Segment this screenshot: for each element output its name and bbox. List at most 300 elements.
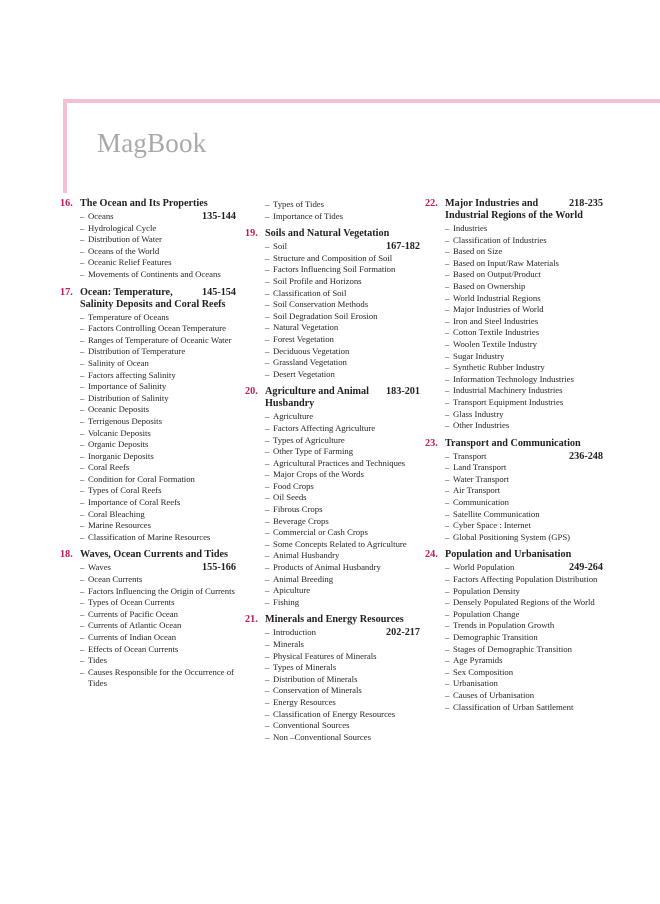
dash-bullet: –: [445, 678, 450, 689]
chapter-title[interactable]: [60, 198, 236, 210]
topic-item[interactable]: [425, 223, 603, 235]
topic-item[interactable]: [60, 211, 236, 223]
topic-item[interactable]: [245, 458, 420, 470]
topic-item[interactable]: [245, 241, 420, 253]
topic-item[interactable]: [245, 276, 420, 288]
topic-text: Energy Resources: [273, 696, 336, 707]
topic-text: Forest Vegetation: [273, 333, 334, 344]
topic-item[interactable]: [425, 509, 603, 521]
topic-text: Minerals: [273, 639, 304, 649]
topic-item[interactable]: [425, 397, 603, 409]
topic-text: Desert Vegetation: [273, 368, 335, 379]
chapter-number: 20.: [245, 386, 258, 398]
topic-item[interactable]: [245, 288, 420, 300]
brand-title: MagBook: [97, 128, 207, 158]
topic-item[interactable]: [60, 335, 236, 347]
dash-bullet: –: [265, 492, 270, 503]
dash-bullet: –: [265, 310, 270, 321]
topic-text: Some Concepts Related to Agriculture: [273, 538, 407, 549]
topic-list: [425, 451, 603, 544]
dash-bullet: –: [265, 422, 270, 433]
topic-item[interactable]: [425, 532, 603, 544]
topic-text: Fishing: [273, 596, 300, 607]
dash-bullet: –: [445, 632, 450, 642]
chapter-number: 24.: [425, 549, 438, 561]
dash-bullet: –: [80, 323, 85, 334]
dash-bullet: –: [445, 223, 450, 233]
topic-item[interactable]: [425, 246, 603, 258]
topic-item[interactable]: [60, 509, 236, 521]
topic-item[interactable]: [245, 639, 420, 651]
chapter-title-text: Minerals and Energy Resources: [265, 614, 404, 626]
dash-bullet: –: [80, 508, 85, 519]
topic-text: Currents of Indian Ocean: [88, 632, 177, 642]
dash-bullet: –: [445, 396, 450, 407]
chapter-title[interactable]: [425, 549, 603, 561]
topic-item[interactable]: [60, 358, 236, 370]
topic-item[interactable]: [245, 299, 420, 311]
topic-item[interactable]: [245, 446, 420, 458]
dash-bullet: –: [80, 369, 85, 380]
dash-bullet: –: [265, 480, 270, 491]
dash-bullet: –: [80, 404, 85, 415]
topic-item[interactable]: [425, 620, 603, 632]
dash-bullet: –: [265, 527, 270, 538]
dash-bullet: –: [265, 685, 270, 696]
dash-bullet: –: [265, 585, 270, 596]
dash-bullet: –: [445, 643, 450, 654]
topic-item[interactable]: [245, 346, 420, 358]
topic-item[interactable]: [245, 481, 420, 493]
topic-item[interactable]: [60, 620, 236, 632]
topic-item[interactable]: [425, 485, 603, 497]
topic-text: Physical Features of Minerals: [273, 650, 377, 661]
dash-bullet: –: [445, 508, 450, 519]
topic-item[interactable]: [425, 385, 603, 397]
topic-item[interactable]: [245, 732, 420, 744]
dash-bullet: –: [80, 357, 85, 368]
chapter-title[interactable]: [425, 198, 603, 222]
dash-bullet: –: [445, 420, 450, 431]
topic-item[interactable]: [245, 504, 420, 516]
topic-item[interactable]: [245, 211, 420, 223]
topic-item[interactable]: [245, 697, 420, 709]
topic-item[interactable]: [245, 253, 420, 265]
topic-text: Movements of Continents and Oceans: [88, 268, 221, 279]
topic-item[interactable]: [60, 597, 236, 609]
topic-text: Types of Agriculture: [273, 434, 345, 445]
dash-bullet: –: [80, 655, 85, 666]
topic-item[interactable]: [60, 667, 236, 690]
topic-text: Introduction: [273, 627, 316, 638]
dash-bullet: –: [265, 264, 270, 275]
topic-item[interactable]: [425, 597, 603, 609]
dash-bullet: –: [80, 427, 85, 438]
topic-item[interactable]: [425, 316, 603, 328]
topic-text: Cyber Space : Internet: [453, 520, 531, 531]
topic-text: Synthetic Rubber Industry: [453, 362, 545, 373]
chapter-entry: [425, 438, 603, 544]
topic-item[interactable]: [60, 323, 236, 335]
topic-text: Effects of Ocean Currents: [88, 643, 179, 654]
topic-item[interactable]: [425, 258, 603, 270]
topic-text: Factors Influencing the Origin of Currents: [88, 585, 235, 596]
topic-pages: 167-182: [386, 241, 420, 253]
dash-bullet: –: [265, 650, 270, 661]
topic-item[interactable]: [425, 304, 603, 316]
topic-item[interactable]: [425, 702, 603, 714]
topic-item[interactable]: [245, 627, 420, 639]
topic-text: Woolen Textile Industry: [453, 338, 537, 349]
chapter-title[interactable]: [245, 228, 420, 240]
topic-item[interactable]: [425, 655, 603, 667]
topic-item[interactable]: [60, 451, 236, 463]
topic-text: Oil Seeds: [273, 492, 307, 503]
topic-item[interactable]: [60, 269, 236, 281]
dash-bullet: –: [80, 643, 85, 654]
dash-bullet: –: [80, 531, 85, 542]
topic-text: Non –Conventional Sources: [273, 731, 371, 742]
dash-bullet: –: [265, 731, 270, 742]
topic-item[interactable]: [425, 339, 603, 351]
topic-text: Oceans: [88, 211, 114, 221]
topic-text: Iron and Steel Industries: [453, 315, 539, 326]
dash-bullet: –: [265, 720, 270, 731]
topic-pages: 135-144: [202, 211, 236, 222]
dash-bullet: –: [80, 666, 85, 677]
dash-bullet: –: [80, 620, 85, 631]
topic-text: Terrigenous Deposits: [88, 415, 162, 426]
dash-bullet: –: [445, 304, 450, 315]
topic-text: Types of Tides: [273, 199, 325, 209]
topic-text: Animal Breeding: [273, 573, 334, 584]
topic-text: Natural Vegetation: [273, 322, 339, 333]
topic-text: Classification of Urban Sattlement: [453, 701, 574, 712]
topic-item[interactable]: [245, 562, 420, 574]
topic-item[interactable]: [60, 312, 236, 324]
topic-item[interactable]: [425, 409, 603, 421]
topic-item[interactable]: [60, 474, 236, 486]
topic-text: Soil Degradation Soil Erosion: [273, 310, 378, 321]
dash-bullet: –: [445, 292, 450, 303]
topic-text: Soil: [273, 241, 288, 252]
topic-item[interactable]: [245, 334, 420, 346]
dash-bullet: –: [80, 311, 85, 322]
dash-bullet: –: [445, 531, 450, 542]
topic-item[interactable]: [60, 257, 236, 269]
topic-item[interactable]: [245, 597, 420, 609]
dash-bullet: –: [445, 485, 450, 496]
topic-item[interactable]: [245, 516, 420, 528]
topic-item[interactable]: [425, 351, 603, 363]
dash-bullet: –: [445, 666, 450, 677]
topic-item[interactable]: [425, 420, 603, 432]
chapter-number: 17.: [60, 286, 73, 298]
chapter-number: 21.: [245, 614, 258, 626]
topic-text: Sugar Industry: [453, 350, 505, 361]
chapter-entry: [245, 199, 420, 222]
chapter-title[interactable]: [60, 549, 236, 561]
topic-text: Soil Conservation Methods: [273, 299, 369, 310]
dash-bullet: –: [265, 550, 270, 561]
topic-item[interactable]: [425, 690, 603, 702]
topic-text: Coral Bleaching: [88, 508, 145, 519]
topic-text: Transport: [453, 450, 487, 461]
topic-item[interactable]: [60, 532, 236, 544]
topic-item[interactable]: [245, 662, 420, 674]
topic-pages: 249-264: [569, 562, 603, 574]
dash-bullet: –: [80, 392, 85, 403]
topic-item[interactable]: [245, 423, 420, 435]
dash-bullet: –: [265, 241, 270, 252]
topic-item[interactable]: [245, 199, 420, 211]
chapter-entry: [425, 198, 603, 432]
topic-item[interactable]: [425, 462, 603, 474]
chapter-number: 23.: [425, 437, 438, 449]
topic-item[interactable]: [60, 574, 236, 586]
topic-text: Conservation of Minerals: [273, 685, 362, 696]
topic-item[interactable]: [425, 474, 603, 486]
topic-item[interactable]: [60, 485, 236, 497]
topic-text: Hydrological Cycle: [88, 222, 157, 233]
dash-bullet: –: [80, 346, 85, 357]
topic-item[interactable]: [60, 520, 236, 532]
topic-item[interactable]: [245, 264, 420, 276]
topic-item[interactable]: [60, 381, 236, 393]
topic-item[interactable]: [60, 562, 236, 574]
header-band-left: [63, 99, 67, 193]
topic-text: Agriculture: [273, 411, 314, 422]
dash-bullet: –: [265, 696, 270, 707]
topic-text: Commercial or Cash Crops: [273, 527, 368, 538]
topic-text: Waves: [88, 562, 111, 573]
dash-bullet: –: [265, 538, 270, 549]
topic-text: Factors Affecting Agriculture: [273, 422, 376, 433]
topic-item[interactable]: [245, 322, 420, 334]
topic-item[interactable]: [245, 492, 420, 504]
chapter-title-text: Ocean: Temperature, Salinity Deposits and Coral Reefs: [80, 286, 226, 310]
topic-item[interactable]: [245, 527, 420, 539]
topic-text: Densely Populated Regions of the World: [453, 597, 595, 608]
chapter-title-text: Population and Urbanisation: [445, 549, 572, 561]
topic-item[interactable]: [425, 574, 603, 586]
dash-bullet: –: [80, 268, 85, 279]
chapter-pages: 145-154: [202, 286, 236, 298]
topic-item[interactable]: [245, 369, 420, 381]
chapter-title[interactable]: [245, 386, 420, 410]
topic-text: Volcanic Deposits: [88, 427, 151, 438]
topic-text: Classification of Energy Resources: [273, 708, 396, 719]
dash-bullet: –: [445, 655, 450, 666]
dash-bullet: –: [265, 573, 270, 584]
topic-item[interactable]: [60, 234, 236, 246]
dash-bullet: –: [80, 574, 85, 585]
dash-bullet: –: [80, 234, 85, 245]
topic-item[interactable]: [60, 370, 236, 382]
dash-bullet: –: [265, 515, 270, 526]
topic-item[interactable]: [425, 327, 603, 339]
topic-item[interactable]: [425, 362, 603, 374]
topic-item[interactable]: [245, 709, 420, 721]
topic-list: [245, 411, 420, 608]
topic-text: Stages of Demographic Transition: [453, 643, 572, 654]
topic-item[interactable]: [425, 293, 603, 305]
topic-item[interactable]: [60, 246, 236, 258]
topic-text: Importance of Tides: [273, 210, 343, 221]
topic-text: Distribution of Salinity: [88, 392, 169, 403]
dash-bullet: –: [445, 520, 450, 531]
topic-item[interactable]: [60, 644, 236, 656]
topic-item[interactable]: [60, 586, 236, 598]
topic-item[interactable]: [425, 632, 603, 644]
dash-bullet: –: [265, 434, 270, 445]
topic-text: Communication: [453, 497, 509, 508]
toc-column-1: [60, 198, 236, 696]
topic-pages: 236-248: [569, 450, 603, 462]
topic-item[interactable]: [60, 462, 236, 474]
topic-text: Information Technology Industries: [453, 373, 574, 384]
topic-text: Satellite Communication: [453, 508, 540, 519]
topic-text: Age Pyramids: [453, 655, 503, 666]
dash-bullet: –: [445, 562, 450, 573]
dash-bullet: –: [265, 357, 270, 368]
topic-text: Trends in Population Growth: [453, 620, 555, 631]
topic-text: Grassland Vegetation: [273, 357, 347, 368]
dash-bullet: –: [80, 439, 85, 450]
topic-text: Organic Deposits: [88, 439, 149, 450]
dash-bullet: –: [445, 462, 450, 473]
topic-text: Distribution of Minerals: [273, 673, 358, 684]
chapter-pages: 218-235: [569, 198, 603, 209]
topic-text: Factors Affecting Population Distribution: [453, 574, 598, 585]
topic-list: [245, 241, 420, 380]
topic-item[interactable]: [425, 667, 603, 679]
topic-text: World Industrial Regions: [453, 292, 541, 303]
topic-text: Types of Ocean Currents: [88, 597, 175, 608]
chapter-number: 16.: [60, 198, 73, 209]
chapter-pages: 183-201: [386, 386, 420, 398]
dash-bullet: –: [445, 408, 450, 419]
topic-text: Water Transport: [453, 473, 510, 484]
topic-text: Industries: [453, 223, 488, 233]
chapter-number: 22.: [425, 198, 438, 209]
dash-bullet: –: [445, 373, 450, 384]
dash-bullet: –: [265, 639, 270, 649]
toc-column-3: [425, 198, 603, 719]
topic-text: Causes Responsible for the Occurrence of Tides: [88, 666, 234, 689]
topic-item[interactable]: [60, 223, 236, 235]
dash-bullet: –: [80, 608, 85, 619]
topic-item[interactable]: [245, 357, 420, 369]
dash-bullet: –: [80, 497, 85, 508]
dash-bullet: –: [80, 245, 85, 256]
topic-item[interactable]: [425, 235, 603, 247]
dash-bullet: –: [80, 450, 85, 461]
chapter-entry: [60, 198, 236, 281]
topic-item[interactable]: [60, 632, 236, 644]
chapter-title[interactable]: [245, 614, 420, 626]
chapter-title-text: Soils and Natural Vegetation: [265, 228, 390, 240]
dash-bullet: –: [265, 299, 270, 310]
dash-bullet: –: [265, 673, 270, 684]
topic-item[interactable]: [60, 416, 236, 428]
chapter-title[interactable]: [60, 287, 236, 311]
topic-item[interactable]: [60, 428, 236, 440]
topic-item[interactable]: [60, 655, 236, 667]
topic-text: Importance of Salinity: [88, 381, 167, 392]
topic-item[interactable]: [425, 562, 603, 574]
topic-list: [60, 211, 236, 281]
dash-bullet: –: [445, 608, 450, 619]
dash-bullet: –: [80, 381, 85, 392]
topic-text: Factors Influencing Soil Formation: [273, 264, 396, 275]
topic-item[interactable]: [60, 346, 236, 358]
topic-item[interactable]: [425, 678, 603, 690]
topic-text: Products of Animal Husbandry: [273, 562, 381, 573]
topic-item[interactable]: [245, 685, 420, 697]
topic-item[interactable]: [60, 393, 236, 405]
topic-text: Major Industries of World: [453, 304, 544, 315]
topic-item[interactable]: [425, 374, 603, 386]
topic-item[interactable]: [245, 574, 420, 586]
dash-bullet: –: [445, 362, 450, 373]
topic-text: Apiculture: [273, 585, 311, 596]
chapter-title-text: Agriculture and Animal Husbandry: [265, 386, 369, 410]
chapter-entry: [245, 614, 420, 743]
topic-item[interactable]: [425, 609, 603, 621]
topic-list: [60, 312, 236, 544]
dash-bullet: –: [265, 199, 270, 209]
topic-text: Deciduous Vegetation: [273, 345, 350, 356]
topic-item[interactable]: [425, 451, 603, 463]
topic-text: Other Type of Farming: [273, 446, 354, 457]
chapter-title[interactable]: [425, 438, 603, 450]
topic-item[interactable]: [245, 720, 420, 732]
topic-item[interactable]: [60, 609, 236, 621]
topic-item[interactable]: [245, 411, 420, 423]
topic-item[interactable]: [425, 586, 603, 598]
topic-item[interactable]: [245, 550, 420, 562]
topic-text: Salinity of Ocean: [88, 357, 149, 368]
topic-item[interactable]: [425, 644, 603, 656]
topic-item[interactable]: [425, 281, 603, 293]
topic-item[interactable]: [245, 435, 420, 447]
topic-item[interactable]: [245, 539, 420, 551]
dash-bullet: –: [80, 520, 85, 531]
topic-item[interactable]: [245, 585, 420, 597]
topic-item[interactable]: [245, 674, 420, 686]
topic-item[interactable]: [245, 469, 420, 481]
topic-item[interactable]: [425, 269, 603, 281]
topic-text: Types of Minerals: [273, 662, 337, 673]
topic-item[interactable]: [425, 520, 603, 532]
topic-item[interactable]: [60, 439, 236, 451]
dash-bullet: –: [445, 689, 450, 700]
topic-text: Soil Profile and Horizons: [273, 275, 362, 286]
topic-item[interactable]: [245, 651, 420, 663]
dash-bullet: –: [445, 473, 450, 484]
topic-item[interactable]: [60, 404, 236, 416]
topic-text: Glass Industry: [453, 408, 504, 419]
topic-item[interactable]: [60, 497, 236, 509]
topic-text: Cotton Textile Industries: [453, 327, 540, 338]
topic-item[interactable]: [245, 311, 420, 323]
topic-text: Classification of Marine Resources: [88, 531, 211, 542]
dash-bullet: –: [445, 327, 450, 338]
dash-bullet: –: [445, 585, 450, 596]
topic-item[interactable]: [425, 497, 603, 509]
dash-bullet: –: [265, 252, 270, 263]
